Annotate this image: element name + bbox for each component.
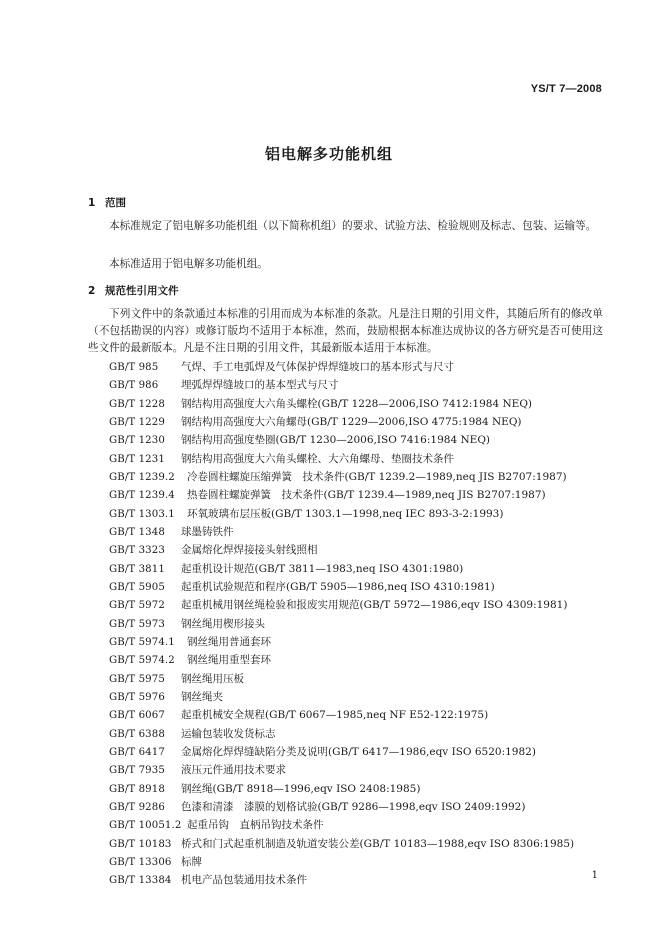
reference-item [109,578,574,596]
reference-code: GB/T 13384 [109,875,172,887]
reference-title: 起重机械用钢丝绳检验和报废实用规范(GB/T 5972—1986,eqv ISO 4309:1981) [181,599,568,612]
reference-item [109,853,574,871]
reference-title: 金属熔化焊焊缝缺陷分类及说明(GB/T 6417—1986,eqv ISO 6520:1982) [181,745,536,758]
reference-code: GB/T 7935 [109,765,165,777]
document-title: 铝电解多功能机组 [264,145,393,163]
reference-title: 金属熔化焊焊接接头射线照相 [181,544,318,557]
reference-item [109,615,574,633]
reference-title: 机电产品包装通用技术条件 [181,874,307,887]
reference-item [109,670,574,688]
reference-item [109,761,574,779]
reference-item [109,816,574,834]
reference-item [109,798,574,816]
reference-item [109,688,574,706]
section-2-heading [88,283,179,298]
reference-code: GB/T 10183 [109,838,172,850]
reference-code: GB/T 9286 [109,801,165,813]
reference-code: GB/T 8918 [109,783,165,795]
reference-item [109,541,574,559]
reference-title: 起重吊钩 直柄吊钩技术条件 [187,819,324,832]
reference-item [109,706,574,724]
section-1-heading [88,195,126,210]
reference-code: GB/T 6417 [109,746,165,758]
reference-title: 色漆和清漆 漆膜的划格试验(GB/T 9286—1998,eqv ISO 2409:1992) [181,800,526,813]
reference-item [109,743,574,761]
reference-code: GB/T 3323 [109,545,165,557]
reference-item [109,413,574,431]
reference-code: GB/T 5974.1 [109,636,175,648]
reference-item [109,505,574,523]
reference-code: GB/T 5905 [109,581,165,593]
reference-title: 钢丝绳用楔形接头 [181,617,265,630]
reference-title: 桥式和门式起重机制造及轨道安装公差(GB/T 10183—1988,eqv ISO 8306:1985) [181,837,575,850]
reference-code: GB/T 5976 [109,691,165,703]
reference-title: 环氧玻璃布层压板(GB/T 1303.1—1998,neq IEC 893-3-2:1993) [187,507,504,520]
scope-paragraph-1: 本标准规定了铝电解多功能机组（以下简称机组）的要求、试验方法、检验规则及标志、包装、运输等。 [109,220,597,232]
reference-item [109,395,574,413]
reference-code: GB/T 1348 [109,526,165,538]
reference-item [109,468,574,486]
reference-code: GB/T 5974.2 [109,655,175,667]
reference-title: 起重机设计规范(GB/T 3811—1983,neq ISO 4301:1980) [181,562,464,575]
reference-title: 钢丝绳用重型套环 [187,654,271,667]
reference-title: 钢结构用高强度垫圈(GB/T 1230—2006,ISO 7416:1984 NEQ) [181,434,491,447]
reference-item [109,431,574,449]
reference-title: 钢丝绳夹 [181,690,223,703]
section-1-number: 1 [88,197,96,209]
section-2-number: 2 [88,285,96,297]
reference-code: GB/T 1239.2 [109,471,175,483]
reference-title: 热卷圆柱螺旋弹簧 技术条件(GB/T 1239.4—1989,neq JIS B2707:1987) [187,489,546,502]
reference-code: GB/T 6067 [109,710,165,722]
reference-item [109,358,574,376]
reference-item [109,560,574,578]
reference-code: GB/T 1229 [109,416,165,428]
reference-item [109,596,574,614]
section-2-title: 规范性引用文件 [105,285,179,297]
reference-item [109,450,574,468]
reference-code: GB/T 3811 [109,563,165,575]
reference-code: GB/T 6388 [109,728,165,740]
reference-code: GB/T 10051.2 [109,820,182,832]
reference-code: GB/T 1230 [109,435,165,447]
reference-title: 运输包装收发货标志 [181,727,276,740]
reference-title: 起重机试验规范和程序(GB/T 5905—1986,neq ISO 4310:1981) [181,580,495,593]
reference-title: 钢结构用高强度大六角头螺栓、大六角螺母、垫圈技术条件 [181,452,454,465]
reference-title: 液压元件通用技术要求 [181,764,286,777]
reference-code: GB/T 5973 [109,618,165,630]
reference-item [109,725,574,743]
reference-title: 钢结构用高强度大六角头螺栓(GB/T 1228—2006,ISO 7412:1984 NEQ) [181,397,533,410]
reference-title: 钢结构用高强度大六角螺母(GB/T 1229—2006,ISO 4775:1984 NEQ) [181,415,522,428]
reference-list [109,358,574,890]
reference-code: GB/T 5972 [109,600,165,612]
reference-title: 气焊、手工电弧焊及气体保护焊焊缝坡口的基本形式与尺寸 [181,361,454,373]
reference-item [109,523,574,541]
reference-title: 球墨铸铁件 [181,525,234,538]
reference-item [109,835,574,853]
reference-code: GB/T 13306 [109,856,172,868]
reference-title: 钢丝绳用压板 [181,672,244,685]
reference-item [109,633,574,651]
reference-code: GB/T 986 [109,380,159,392]
section-1-title: 范围 [105,197,126,209]
reference-title: 埋弧焊焊缝坡口的基本型式与尺寸 [181,379,339,392]
scope-paragraph-2: 本标准适用于铝电解多功能机组。 [109,258,268,270]
reference-item [109,780,574,798]
reference-title: 标牌 [181,855,202,868]
page-number: 1 [591,870,598,881]
reference-code: GB/T 985 [109,362,159,373]
reference-code: GB/T 1239.4 [109,490,175,502]
reference-code: GB/T 1303.1 [109,508,175,520]
reference-item [109,376,574,394]
normative-references-intro: 下列文件中的条款通过本标准的引用而成为本标准的条款。凡是注日期的引用文件，其随后所有的修改单（不包括勘误的内容）或修订版均不适用于本标准，然而，鼓励根据本标准达成协议的各方研究是否可使用这些文件的最新版本。凡是不注日期的引用文件，其最新版本适用于本标准。 [88,308,603,354]
reference-item [109,871,574,889]
standard-code: YS/T 7—2008 [530,83,602,95]
reference-title: 钢丝绳用普通套环 [187,635,271,648]
reference-title: 起重机械安全规程(GB/T 6067—1985,neq NF E52-122:1975) [181,709,489,722]
reference-code: GB/T 1228 [109,398,165,410]
reference-code: GB/T 5975 [109,673,165,685]
reference-title: 钢丝绳(GB/T 8918—1996,eqv ISO 2408:1985) [181,782,421,795]
reference-item [109,486,574,504]
reference-item [109,651,574,669]
reference-title: 冷卷圆柱螺旋压缩弹簧 技术条件(GB/T 1239.2—1989,neq JIS B2707:1987) [187,470,567,483]
reference-code: GB/T 1231 [109,453,165,465]
